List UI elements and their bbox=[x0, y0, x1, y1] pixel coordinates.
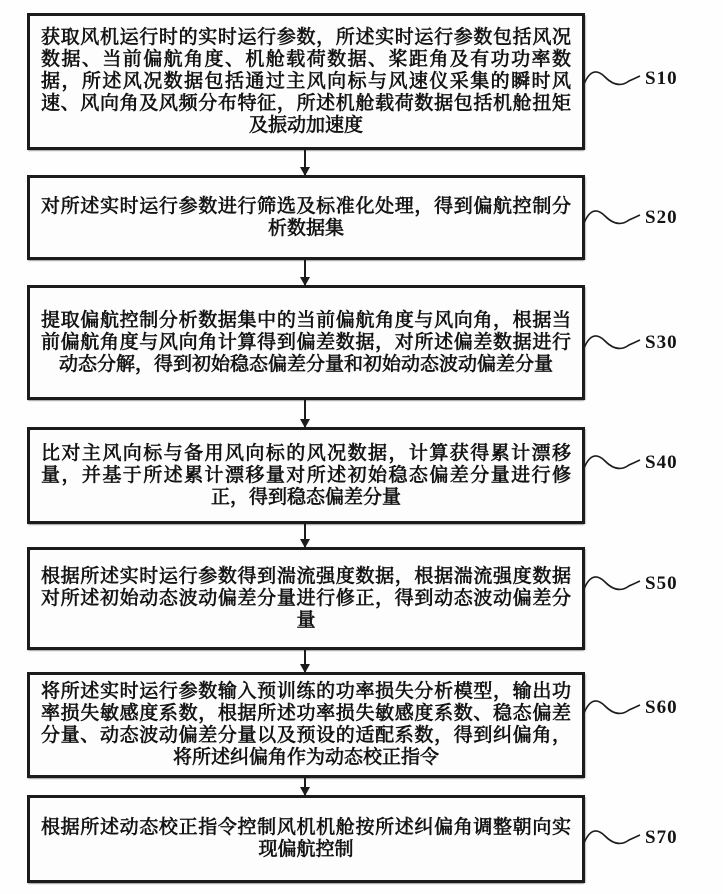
step-text-s50: 根据所述实时运行参数得到湍流强度数据，根据湍流强度数据对所述初始动态波动偏差分量进行修正，得到动态波动偏差分量 bbox=[41, 565, 571, 631]
step-text-s20: 对所述实时运行参数进行筛选及标准化处理，得到偏航控制分析数据集 bbox=[41, 195, 571, 239]
flow-arrow-down-1 bbox=[304, 150, 306, 175]
squiggle-connector-s30 bbox=[583, 329, 641, 355]
step-label-s60: S60 bbox=[645, 697, 678, 718]
step-label-s40: S40 bbox=[645, 452, 678, 473]
flow-arrow-down-6 bbox=[304, 778, 306, 795]
flow-step-box-s10 bbox=[27, 13, 585, 150]
step-text-s30: 提取偏航控制分析数据集中的当前偏航角度与风向角，根据当前偏航角度与风向角计算得到偏差数据，对所述偏差数据进行动态分解，得到初始稳态偏差分量和初始动态波动偏差分量 bbox=[41, 309, 571, 375]
step-label-s50: S50 bbox=[645, 573, 678, 594]
step-label-s20: S20 bbox=[645, 207, 678, 228]
step-text-s60: 将所述实时运行参数输入预训练的功率损失分析模型，输出功率损失敏感度系数，根据所述功率损失敏感度系数、稳态偏差分量、动态波动偏差分量以及预设的适配系数，得到纠偏角，将所述纠偏角作为动态校正指令 bbox=[41, 681, 571, 768]
squiggle-connector-s60 bbox=[583, 694, 641, 720]
squiggle-connector-s10 bbox=[583, 65, 641, 91]
step-text-s40: 比对主风向标与备用风向标的风况数据，计算获得累计漂移量，并基于所述累计漂移量对所述初始稳态偏差分量进行修正，得到稳态偏差分量 bbox=[41, 442, 571, 508]
step-text-s10: 获取风机运行时的实时运行参数，所述实时运行参数包括风况数据、当前偏航角度、机舱载荷数据、桨距角及有功功率数据，所述风况数据包括通过主风向标与风速仪采集的瞬时风速、风向角及风频分布特征，所述机舱载荷数据包括机舱扭矩及振动加速度 bbox=[41, 26, 571, 136]
squiggle-connector-s40 bbox=[583, 449, 641, 475]
step-label-s10: S10 bbox=[645, 68, 678, 89]
flow-step-box-s40 bbox=[27, 427, 585, 524]
flow-arrow-down-4 bbox=[304, 524, 306, 547]
flow-arrow-down-3 bbox=[304, 400, 306, 427]
step-label-s30: S30 bbox=[645, 332, 678, 353]
flow-step-box-s20 bbox=[27, 175, 585, 260]
flow-step-box-s70 bbox=[27, 795, 585, 883]
flow-arrow-down-2 bbox=[304, 260, 306, 285]
flow-arrow-down-5 bbox=[304, 650, 306, 672]
flow-step-box-s60 bbox=[27, 672, 585, 778]
step-text-s70: 根据所述动态校正指令控制风机机舱按所述纠偏角调整朝向实现偏航控制 bbox=[41, 817, 571, 860]
squiggle-connector-s20 bbox=[583, 204, 641, 230]
flow-step-box-s30 bbox=[27, 285, 585, 400]
step-label-s70: S70 bbox=[645, 827, 678, 848]
flow-step-box-s50 bbox=[27, 547, 585, 650]
squiggle-connector-s70 bbox=[583, 824, 641, 850]
squiggle-connector-s50 bbox=[583, 570, 641, 596]
